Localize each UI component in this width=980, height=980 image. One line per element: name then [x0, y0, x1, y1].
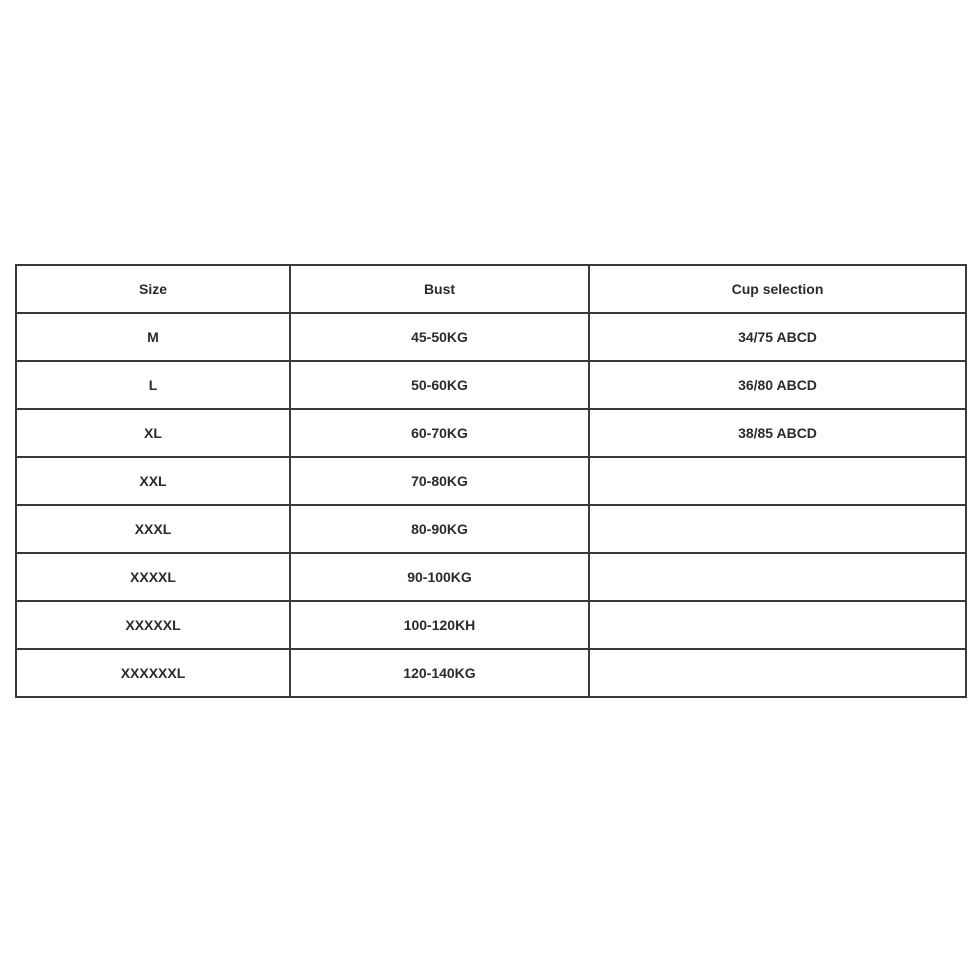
- table-header: [16, 265, 966, 313]
- bust-cell: 45-50KG: [290, 313, 589, 361]
- size-cell: XXL: [16, 457, 290, 505]
- bust-cell: 50-60KG: [290, 361, 589, 409]
- table-row: [16, 505, 966, 553]
- cup-cell: 34/75 ABCD: [589, 313, 966, 361]
- table-row: [16, 601, 966, 649]
- header-size: Size: [16, 265, 290, 313]
- bust-cell: 100-120KH: [290, 601, 589, 649]
- table-row: [16, 361, 966, 409]
- table-row: [16, 313, 966, 361]
- table-row: [16, 457, 966, 505]
- table-row: [16, 409, 966, 457]
- cup-cell: 38/85 ABCD: [589, 409, 966, 457]
- cup-cell: [589, 553, 966, 601]
- table-row: [16, 553, 966, 601]
- cup-cell: 36/80 ABCD: [589, 361, 966, 409]
- bust-cell: 60-70KG: [290, 409, 589, 457]
- size-cell: XL: [16, 409, 290, 457]
- bust-cell: 80-90KG: [290, 505, 589, 553]
- bust-cell: 90-100KG: [290, 553, 589, 601]
- table-row: [16, 649, 966, 697]
- header-bust: Bust: [290, 265, 589, 313]
- size-cell: XXXXL: [16, 553, 290, 601]
- header-row: [16, 265, 966, 313]
- cup-cell: [589, 601, 966, 649]
- bust-cell: 120-140KG: [290, 649, 589, 697]
- cup-cell: [589, 649, 966, 697]
- size-cell: XXXXXXL: [16, 649, 290, 697]
- cup-cell: [589, 505, 966, 553]
- table-body: [16, 313, 966, 697]
- size-cell: XXXL: [16, 505, 290, 553]
- size-cell: XXXXXL: [16, 601, 290, 649]
- bust-cell: 70-80KG: [290, 457, 589, 505]
- cup-cell: [589, 457, 966, 505]
- header-cup-selection: Cup selection: [589, 265, 966, 313]
- size-chart-table: [15, 264, 967, 698]
- size-cell: L: [16, 361, 290, 409]
- size-cell: M: [16, 313, 290, 361]
